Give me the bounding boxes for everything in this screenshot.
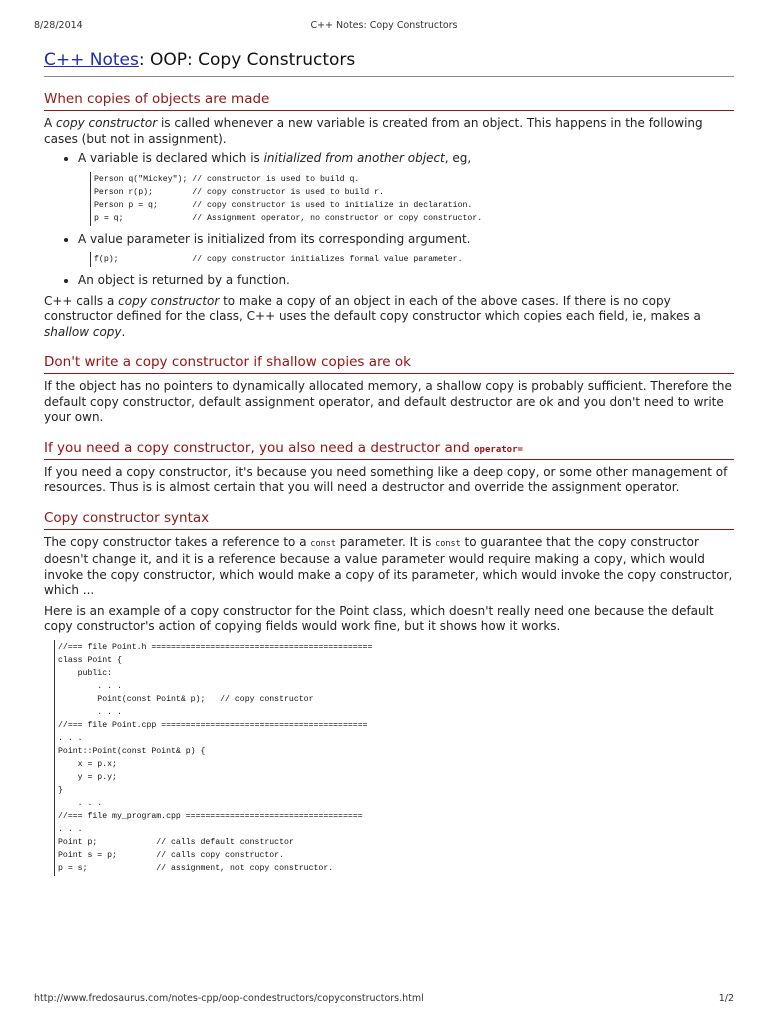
default-copy-paragraph: C++ calls a copy constructor to make a copy of an object in each of the above cases. If there is no copy constructor defined for the class, C++ uses the default copy constructor which copies each field, ie, makes a shallow copy. (44, 293, 701, 339)
cases-list-3 (44, 273, 734, 289)
heading-shallow-copies: Don't write a copy constructor if shallow copies are ok (44, 354, 734, 374)
cases-list (44, 151, 734, 167)
print-header-date: 8/28/2014 (34, 20, 83, 31)
list-item: • An object is returned by a function. (78, 273, 734, 289)
list-item: • A value parameter is initialized from its corresponding argument. (78, 232, 734, 248)
heading-destructor: If you need a copy constructor, you also need a destructor and operator= (44, 440, 734, 460)
print-header-title: C++ Notes: Copy Constructors (310, 20, 458, 31)
syntax-paragraph: The copy constructor takes a reference to a const parameter. It is const to guarantee that the copy constructor doesn't change it, and it is a reference because a value parameter would require making a copy, which would invoke the copy constructor, which would make a copy of its parameter, which would invoke the copy constructor, which ... (44, 534, 733, 597)
article (44, 50, 734, 882)
heading-syntax: Copy constructor syntax (44, 510, 734, 530)
code-block-declarations: Person q("Mickey"); // constructor is used to build q. Person r(p); // copy constructor is used to build r. Person p = q; // copy constructor is used to initialize in declaration. p = q; // Assignment operator, no constructor or copy constructor. (90, 172, 734, 226)
intro-paragraph: A copy constructor is called whenever a new variable is created from an object. This happens in the following cases (but not in assignment). (44, 116, 703, 146)
print-footer-page: 1/2 (718, 993, 734, 1004)
page-title-text: : OOP: Copy Constructors (138, 50, 356, 70)
list-item: • A variable is declared which is initialized from another object, eg, (78, 151, 734, 167)
destructor-paragraph: If you need a copy constructor, it's because you need something like a deep copy, or some other management of resources. Thus is is almost certain that you will need a destructor and override the assignment operator. (44, 464, 728, 494)
page-title (44, 50, 734, 77)
print-footer-url: http://www.fredosaurus.com/notes-cpp/oop-condestructors/copyconstructors.html (34, 993, 424, 1004)
heading-when-copies: When copies of objects are made (44, 91, 734, 111)
cpp-notes-link[interactable]: C++ Notes (44, 50, 139, 70)
code-block-parameter: f(p); // copy constructor initializes formal value parameter. (90, 252, 734, 267)
cases-list-2 (44, 232, 734, 248)
example-paragraph: Here is an example of a copy constructor for the Point class, which doesn't really need one because the default copy constructor's action of copying fields would work fine, but it shows how it works. (44, 603, 714, 633)
shallow-copies-paragraph: If the object has no pointers to dynamically allocated memory, a shallow copy is probably sufficient. Therefore the default copy constructor, default assignment operator, and default destructor are ok and you don't need to write your own. (44, 379, 732, 424)
code-block-point-example: //=== file Point.h ============================================= class Point { public: . . . Point(const Point& p); // copy constructor . . . //=== file Point.cpp ========================================== . . . Point::Point(const Point& p) { x = p.x; y = p.y; } . . . //=== file my_program.cpp ==================================== . . . Point p; // calls default constructor Point s = p; // calls copy constructor. p = s; // assignment, not copy constructor. (54, 640, 734, 876)
